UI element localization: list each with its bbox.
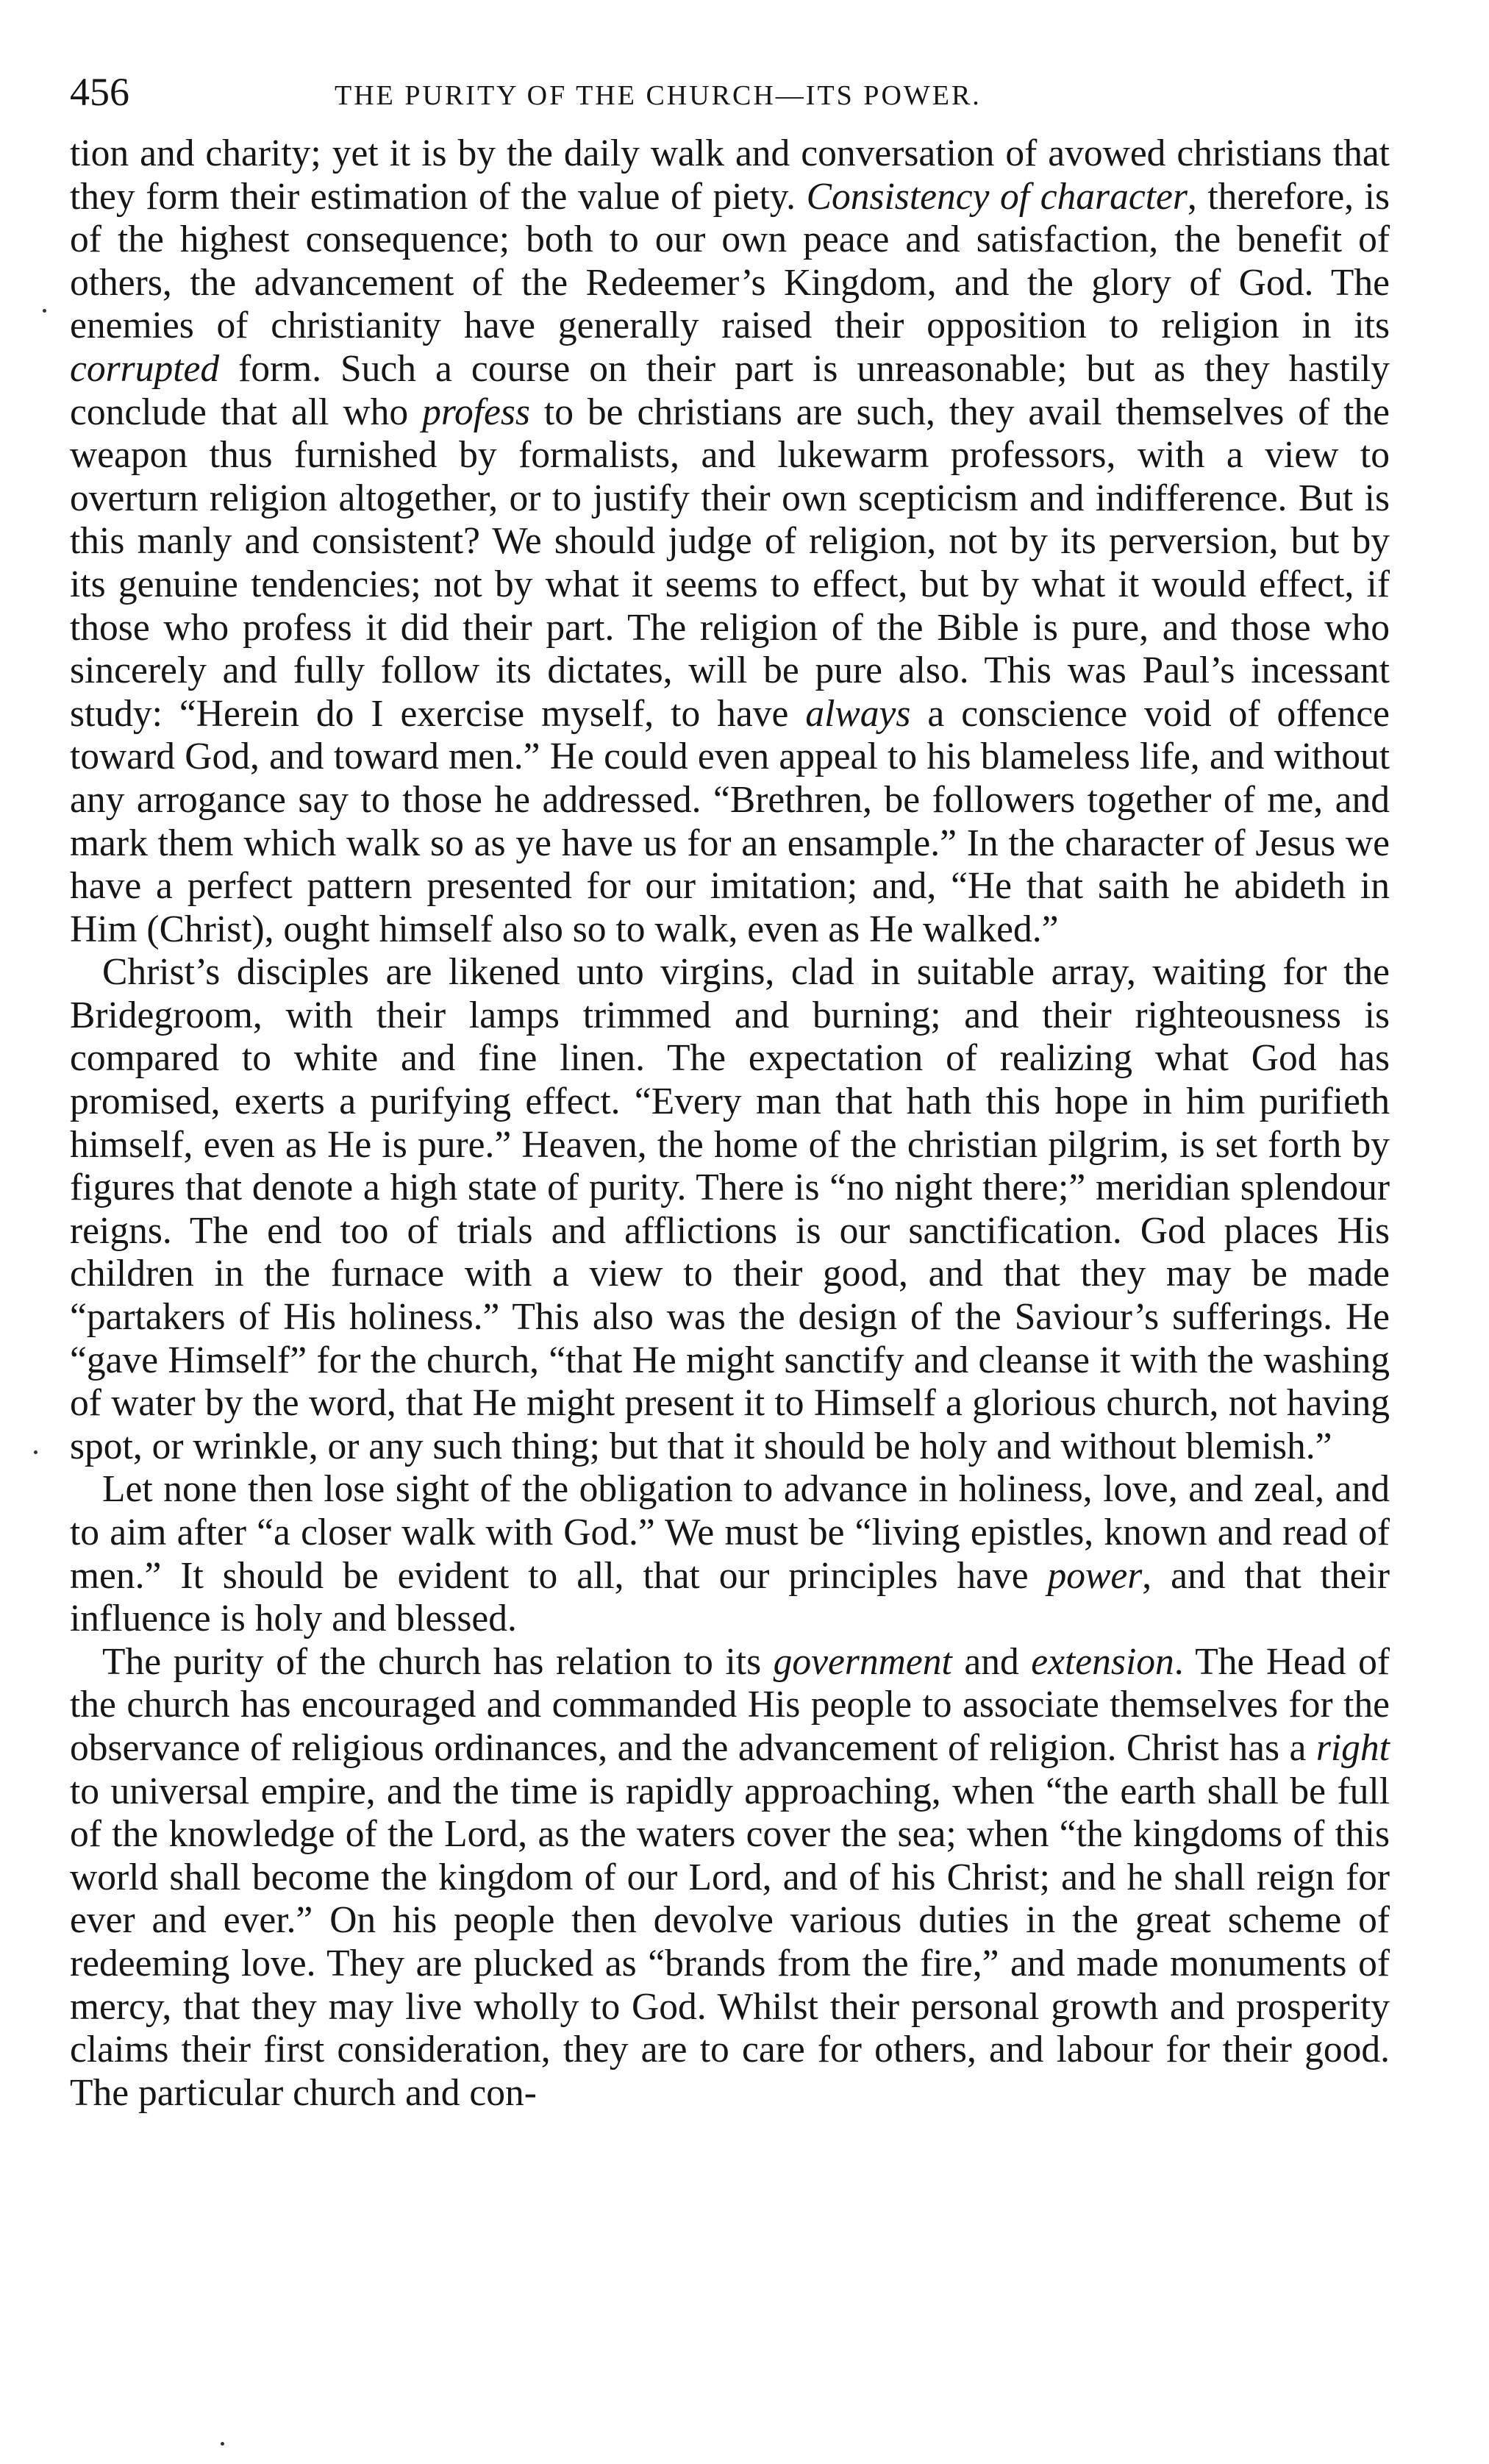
italic-phrase: Consistency of character — [806, 175, 1188, 218]
page-header — [70, 66, 1390, 125]
paragraph-1 — [70, 132, 1390, 951]
text-run: and — [951, 1640, 1032, 1683]
text-run: . The Head of the church has encouraged and commanded His people to associate themselves for the observance of religious ordinances, and the advancement of religion. Christ has a — [70, 1640, 1390, 1769]
text-run: , therefore, is of the highest consequence; both to our own peace and satisfaction, the benefit of others, the advancement of the Redeemer’s Kingdom, and the glory of God. The enemies of christianity have generally raised their opposition to religion in its — [70, 175, 1390, 347]
italic-phrase: extension — [1031, 1640, 1174, 1683]
italic-phrase: government — [773, 1640, 952, 1683]
text-run: tion and charity; yet it is by the daily walk and conversation of avowed christians that they form their estimation of the value of piety. — [70, 132, 1390, 218]
print-speck — [34, 1450, 38, 1454]
paragraph-4 — [70, 1641, 1390, 2115]
text-run: Christ’s disciples are likened unto virgins, clad in suitable array, waiting for the Bridegroom, with their lamps trimmed and burning; and their righteousness is compared to white and fine linen. The expectation of realizing what God has promised, exerts a purifying effect. “Every man that hath this hope in him purifieth himself, even as He is pure.” Heaven, the home of the christian pilgrim, is set forth by figures that denote a high state of purity. There is “no night there;” meridian splendour reigns. The end too of trials and afflictions is our sanctification. God places His children in the furnace with a view to their good, and that they may be made “partakers of His holiness.” This also was the design of the Saviour’s sufferings. He “gave Himself” for the church, “that He might sanctify and cleanse it with the washing of water by the word, that He might present it to Himself a glorious church, not having spot, or wrinkle, or any such thing; but that it should be holy and without blemish.” — [70, 951, 1390, 1467]
text-run: form. Such a course on their part is unreasonable; but as they hastily conclude that all who — [70, 347, 1390, 433]
paragraph-2 — [70, 951, 1390, 1468]
print-speck — [43, 309, 46, 313]
running-head: THE PURITY OF THE CHURCH—ITS POWER. — [335, 80, 982, 111]
body-text — [70, 132, 1390, 2115]
print-speck — [221, 2442, 224, 2446]
italic-phrase: always — [805, 692, 911, 735]
text-run: to universal empire, and the time is rapidly approaching, when “the earth shall be full of the knowledge of the Lord, as the waters cover the sea; when “the kingdoms of this world shall become the kingdom of our Lord, and of his Christ; and he shall reign for ever and ever.” On his people then devolve various duties in the great scheme of redeeming love. They are plucked as “brands from the fire,” and made monuments of mercy, that they may live wholly to God. Whilst their personal growth and prosperity claims their first consideration, they are to care for others, and labour for their good. The particular church and con- — [70, 1770, 1390, 2114]
page-number: 456 — [70, 70, 129, 114]
text-run: Let none then lose sight of the obligation to advance in holiness, love, and zeal, and to aim after “a closer walk with God.” We must be “living epistles, known and read of men.” It should be evident to all, that our principles have — [70, 1468, 1390, 1597]
italic-phrase: power — [1047, 1554, 1143, 1597]
text-run: to be christians are such, they avail themselves of the weapon thus furnished by formalists, and lukewarm professors, with a view to overturn religion altogether, or to justify their own scepticism and indifference. But is this manly and consistent? We should judge of religion, not by its perversion, but by its genuine tendencies; not by what it seems to effect, but by what it would effect, if those who profess it did their part. The religion of the Bible is pure, and those who sincerely and fully follow its dictates, will be pure also. This was Paul’s incessant study: “Herein do I exercise myself, to have — [70, 391, 1390, 735]
italic-phrase: right — [1315, 1726, 1390, 1769]
italic-phrase: corrupted — [70, 347, 220, 390]
text-run: The purity of the church has relation to its — [102, 1640, 774, 1683]
paragraph-3 — [70, 1468, 1390, 1640]
book-page — [70, 66, 1390, 2420]
text-run: a conscience void of offence toward God, and toward men.” He could even appeal to his blameless life, and without any arrogance say to those he addressed. “Brethren, be followers together of me, and mark them which walk so as ye have us for an ensample.” In the character of Jesus we have a perfect pattern presented for our imitation; and, “He that saith he abideth in Him (Christ), ought himself also so to walk, even as He walked.” — [70, 692, 1390, 950]
italic-phrase: profess — [422, 391, 530, 433]
text-run: , and that their influence is holy and blessed. — [70, 1554, 1390, 1640]
